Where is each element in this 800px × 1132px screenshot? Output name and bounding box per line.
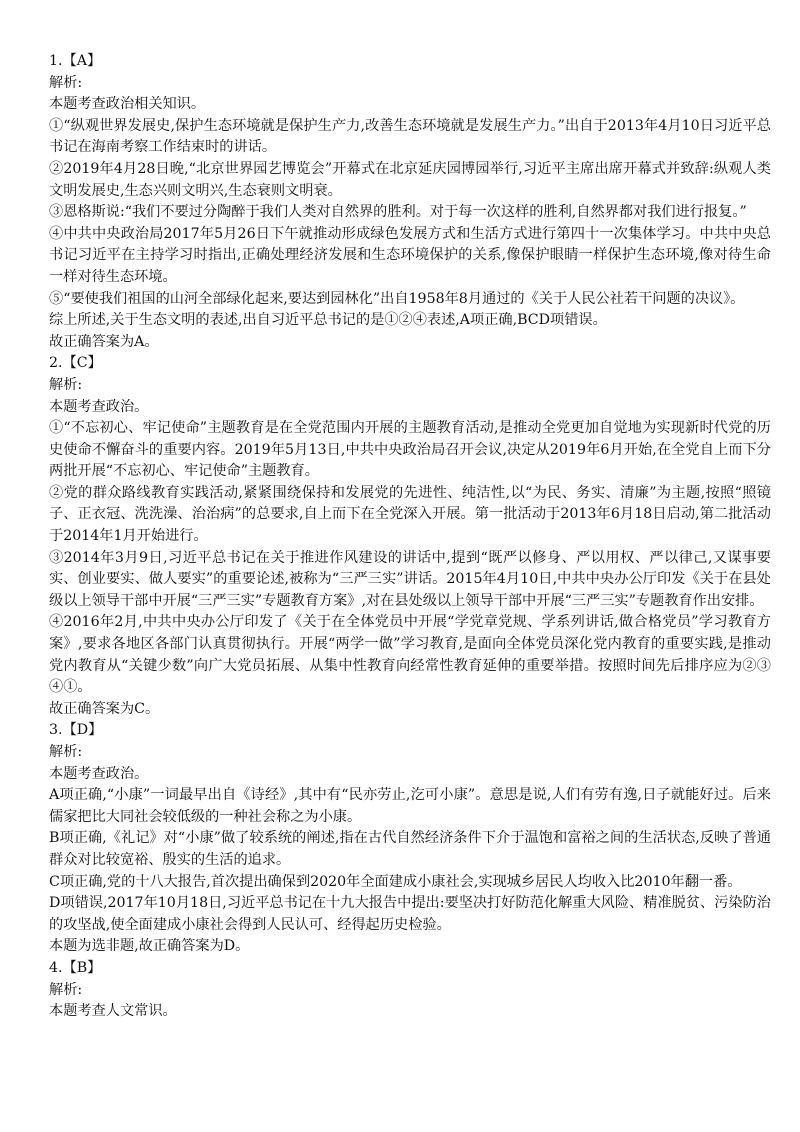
analysis-paragraph: 本题考查政治。: [49, 398, 149, 415]
answer-block-4: [49, 958, 771, 1023]
analysis-paragraph: ④中共中央政治局2017年5月26日下午就推动形成绿色发展方式和生活方式进行第四十一次集体学习。中共中央总书记习近平在主持学习时指出,正确处理经济发展和生态环境保护的关系,像保护眼睛一样保护生态环境,像对待生命一样对待生态环境。: [49, 225, 771, 285]
answer-header: 1.【A】: [49, 53, 102, 69]
analysis-paragraph: ①“不忘初心、牢记使命”主题教育是在全党范围内开展的主题教育活动,是推动全党更加自觉地为实现新时代党的历史使命不懈奋斗的重要内容。2019年5月13日,中共中央政治局召开会议,决定从2019年6月开始,在全党自上而下分两批开展“不忘初心、牢记使命”主题教育。: [49, 420, 771, 480]
analysis-paragraph: 综上所述,关于生态文明的表述,出自习近平总书记的是①②④表述,A项正确,BCD项错误。: [49, 312, 607, 329]
analysis-label: 解析:: [49, 74, 83, 91]
analysis-paragraph: ②2019年4月28日晚,“北京世界园艺博览会”开幕式在北京延庆园博园举行,习近平主席出席开幕式并致辞:纵观人类文明发展史,生态兴则文明兴,生态衰则文明衰。: [49, 160, 771, 199]
analysis-paragraph: ①“纵观世界发展史,保护生态环境就是保护生产力,改善生态环境就是发展生产力。”出自于2013年4月10日习近平总书记在海南考察工作结束时的讲话。: [49, 117, 771, 156]
answer-conclusion: 故正确答案为C。: [49, 700, 160, 717]
analysis-label: 解析:: [49, 744, 83, 760]
analysis-label: 解析:: [49, 981, 83, 998]
answer-conclusion: 本题为选非题,故正确答案为D。: [49, 938, 250, 955]
analysis-paragraph: ②党的群众路线教育实践活动,紧紧围绕保持和发展党的先进性、纯洁性,以“为民、务实、清廉”为主题,按照“照镜子、正衣冠、洗洗澡、治治病”的总要求,自上而下在全党深入开展。第一批活动于2013年6月18日启动,第二批活动于2014年1月开始进行。: [49, 484, 771, 545]
answer-block-2: [49, 353, 771, 720]
analysis-label: 解析:: [49, 376, 83, 393]
answer-conclusion: 故正确答案为A。: [49, 333, 159, 350]
document-body: [49, 51, 771, 1023]
analysis-paragraph: ⑤“要使我们祖国的山河全部绿化起来,要达到园林化”出自1958年8月通过的《关于人民公社若干问题的决议》。: [49, 290, 745, 307]
analysis-paragraph: 本题考查政治相关知识。: [49, 96, 206, 113]
analysis-paragraph: B项正确,《礼记》对“小康”做了较系统的阐述,指在古代自然经济条件下介于温饱和富裕之间的生活状态,反映了普通群众对比较宽裕、殷实的生活的追求。: [49, 830, 771, 868]
analysis-paragraph: ③2014年3月9日,习近平总书记在关于推进作风建设的讲话中,提到“既严以修身、严以用权、严以律己,又谋事要实、创业要实、做人要实”的重要论述,被称为“三严三实”讲话。2015年4月10日,中共中央办公厅印发《关于在县处级以上领导干部中开展“三严三实”专题教育方案》,对在县处级以上领导干部中开展“三严三实”专题教育作出安排。: [49, 549, 771, 609]
analysis-paragraph: ④2016年2月,中共中央办公厅印发了《关于在全体党员中开展“学党章党规、学系列讲话,做合格党员”学习教育方案》,要求各地区各部门认真贯彻执行。开展“两学一做”学习教育,是面向全体党员深化党内教育的重要实践,是推动党内教育从“关键少数”向广大党员拓展、从集中性教育向经常性教育延伸的重要举措。按照时间先后排序应为②③④①。: [49, 614, 771, 696]
analysis-paragraph: ③恩格斯说:“我们不要过分陶醉于我们人类对自然界的胜利。对于每一次这样的胜利,自然界都对我们进行报复。”: [49, 204, 747, 221]
answer-block-1: [49, 51, 771, 353]
analysis-paragraph: 本题考查政治。: [49, 765, 149, 782]
analysis-paragraph: D项错误,2017年10月18日,习近平总书记在十九大报告中提出:要坚决打好防范化解重大风险、精准脱贫、污染防治的攻坚战,使全面建成小康社会得到人民认可、经得起历史检验。: [49, 895, 771, 933]
answer-header: 3.【D】: [49, 722, 103, 739]
analysis-paragraph: C项正确,党的十八大报告,首次提出确保到2020年全面建成小康社会,实现城乡居民人均收入比2010年翻一番。: [49, 873, 742, 890]
analysis-paragraph: A项正确,“小康”一词最早出自《诗经》,其中有“民亦劳止,汔可小康”。意思是说,人们有劳有逸,日子就能好过。后来儒家把比大同社会较低级的一种社会称之为小康。: [49, 787, 771, 825]
answer-header: 4.【B】: [49, 959, 102, 976]
answer-header: 2.【C】: [49, 355, 102, 372]
answer-block-3: [49, 720, 771, 958]
analysis-paragraph: 本题考查人文常识。: [49, 1003, 177, 1020]
